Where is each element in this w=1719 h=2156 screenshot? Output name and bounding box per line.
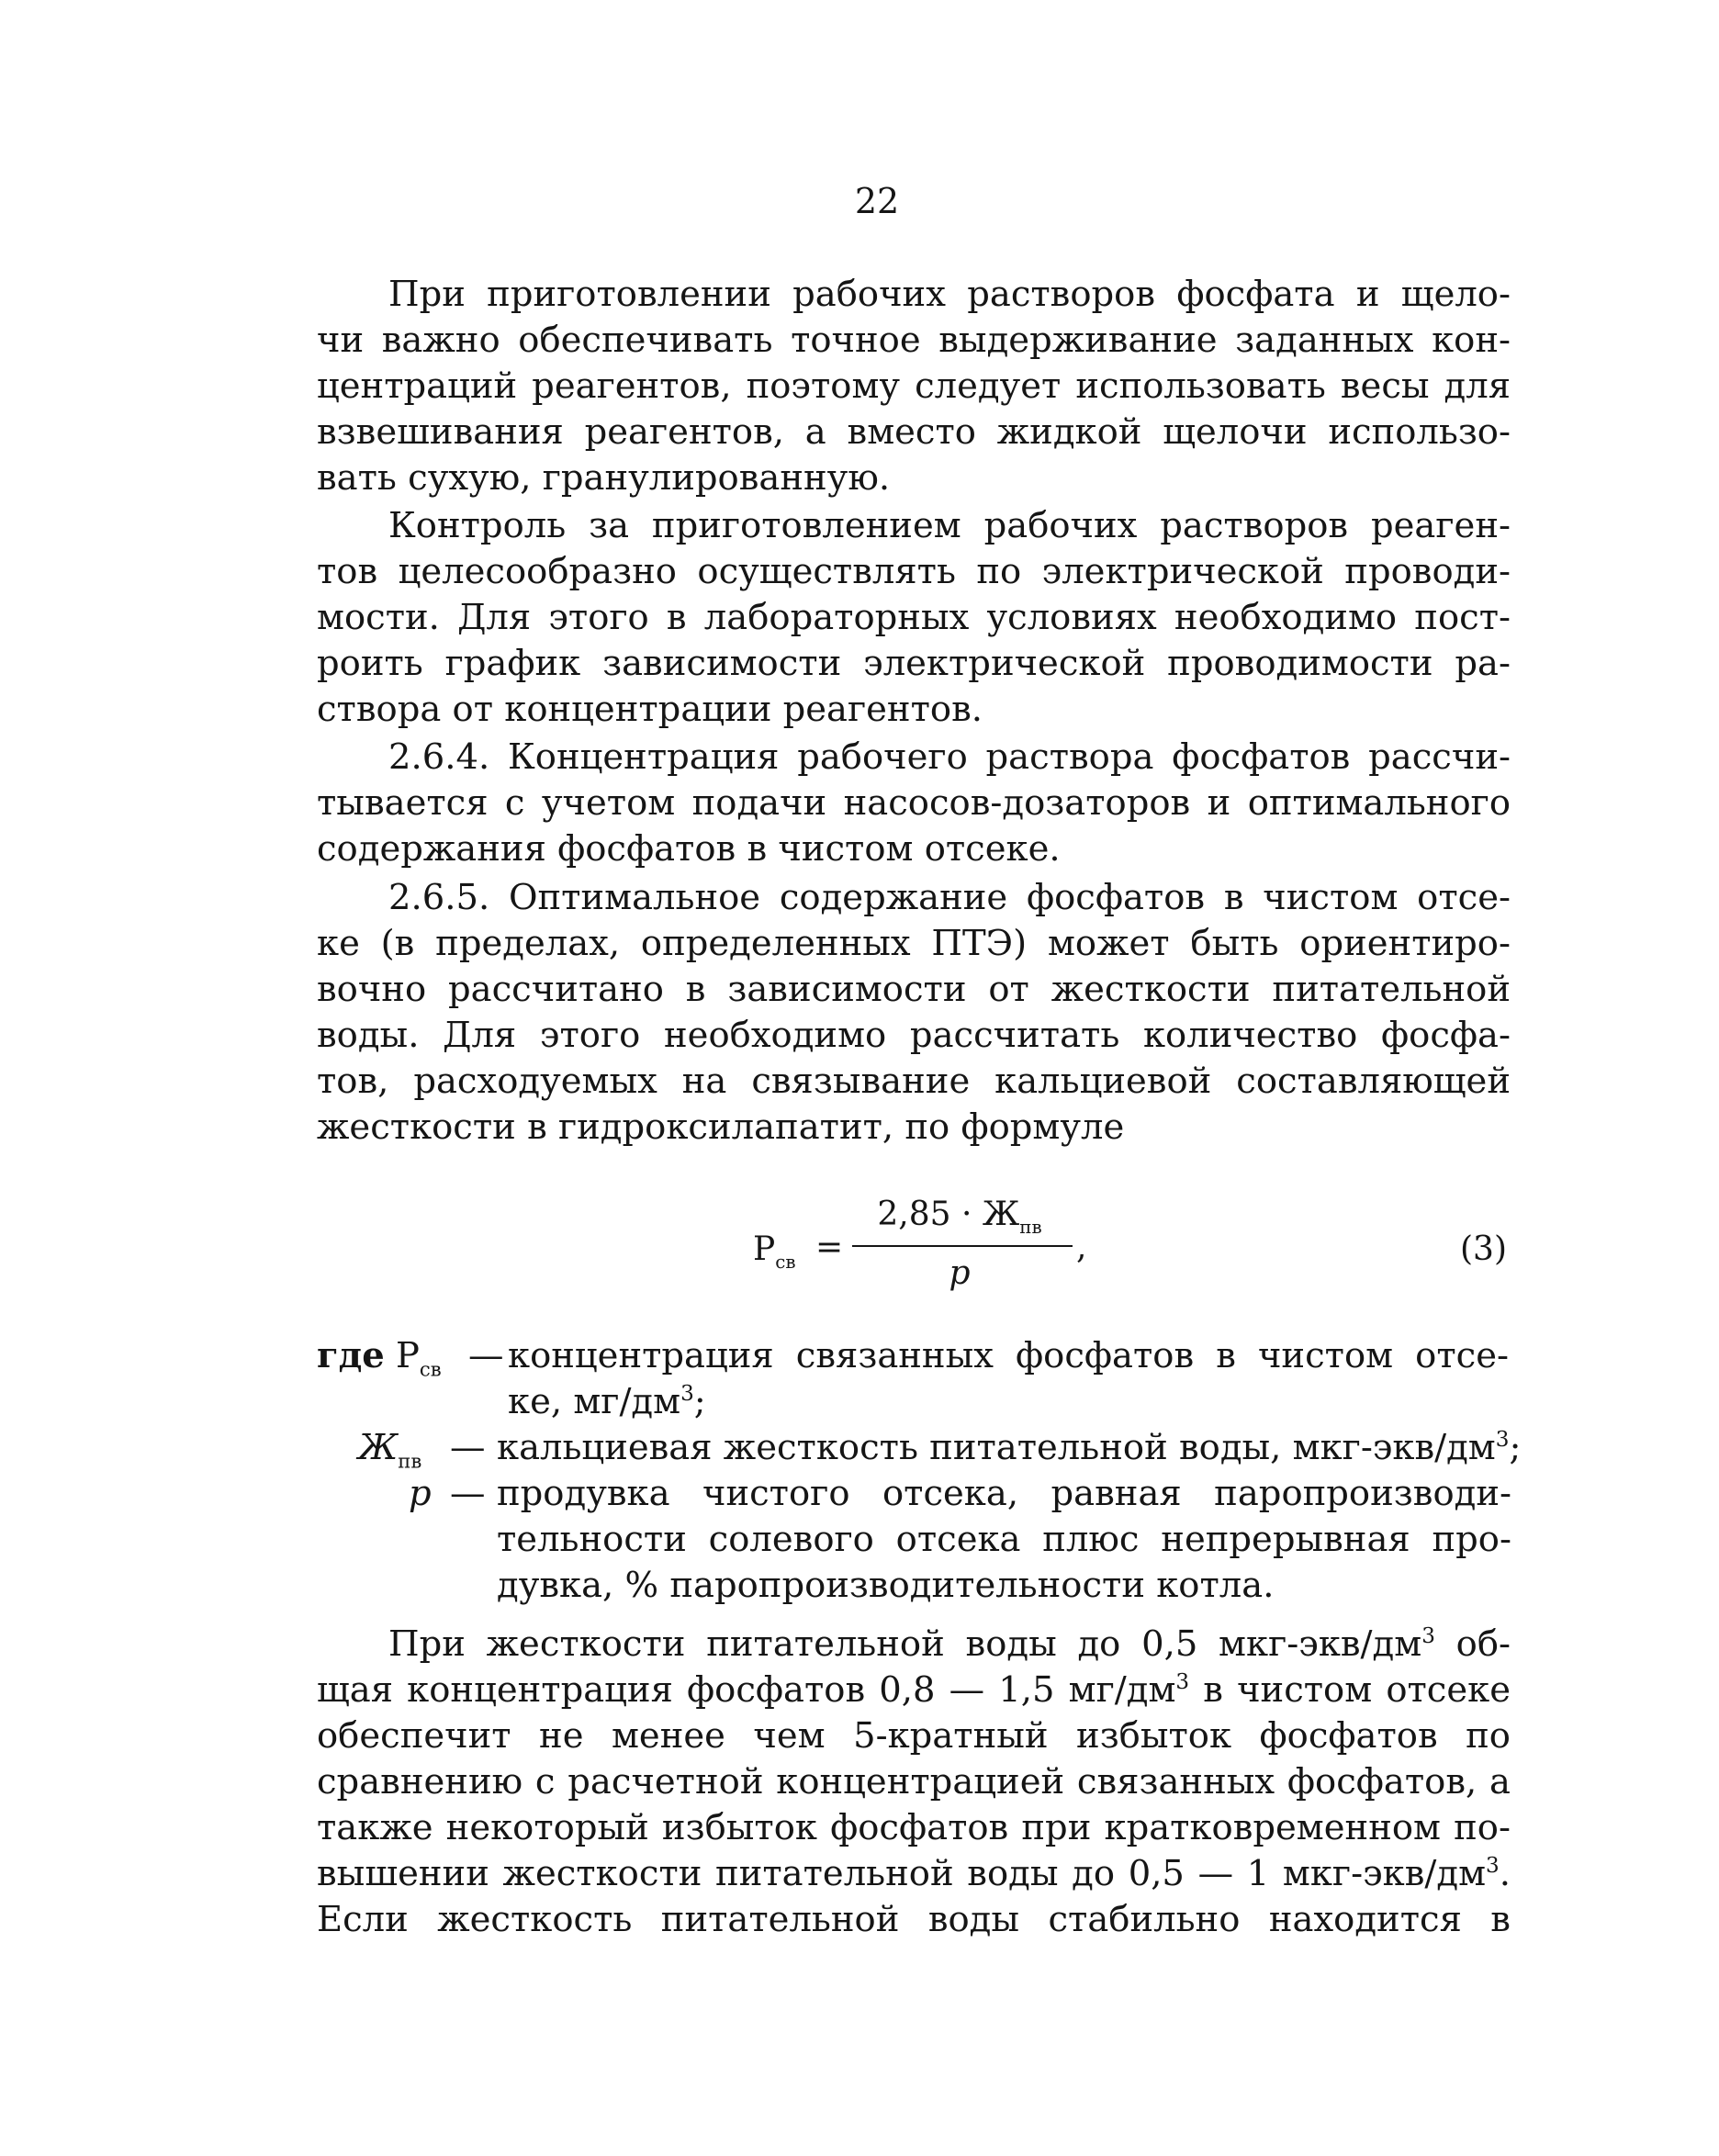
equation-number: (3): [1460, 1230, 1507, 1268]
where-desc: продувка чистого отсека, равная паропроизводи-: [497, 1473, 1511, 1514]
symbol-zh: Ж: [358, 1427, 399, 1468]
where-row-p-cont2: [317, 1563, 1511, 1609]
text-line: жесткости в гидроксилапатит, по формуле: [317, 1106, 1125, 1148]
text-line: чи важно обеспечивать точное выдерживание заданных кон-: [317, 320, 1511, 361]
where-desc: тельности солевого отсека плюс непрерывная про-: [497, 1519, 1511, 1560]
formula-lhs: [753, 1230, 796, 1273]
formula-numerator-sub: пв: [1019, 1216, 1042, 1238]
text-line: воды. Для этого необходимо рассчитать количество фосфа-: [317, 1015, 1511, 1056]
text-span: При жесткости питательной воды до 0,5 мкг-экв/дм: [388, 1623, 1422, 1665]
text-sup: 3: [1486, 1854, 1500, 1879]
text-line: 2.6.5. Оптимальное содержание фосфатов в чистом отсе-: [388, 877, 1511, 918]
desc-tail: ;: [1509, 1427, 1522, 1468]
paragraph-5: [317, 1622, 1511, 1943]
where-row-psv: [317, 1333, 1511, 1379]
text-span: вышении жесткости питательной воды до 0,5 — 1 мкг-экв/дм: [317, 1853, 1487, 1894]
formula-lhs-sub: св: [775, 1251, 796, 1273]
where-symbol-p: p: [409, 1473, 432, 1514]
where-desc: [497, 1425, 1522, 1471]
text-sup: 3: [1421, 1624, 1435, 1649]
text-line: тов целесообразно осуществлять по электрической проводи-: [317, 551, 1511, 592]
where-symbol-zh: [358, 1425, 421, 1471]
where-symbol-psv: [317, 1333, 442, 1379]
formula-numerator: [845, 1196, 1074, 1238]
text-line: обеспечит не менее чем 5-кратный избыток фосфатов по: [317, 1715, 1511, 1757]
where-word: где: [317, 1335, 385, 1376]
text-span: .: [1499, 1853, 1511, 1894]
text-line: взвешивания реагентов, а вместо жидкой щелочи использо-: [317, 411, 1511, 453]
where-desc: [508, 1379, 1509, 1425]
symbol-sub: св: [419, 1357, 442, 1381]
formula-numerator-coef: 2,85 · Ж: [877, 1196, 1020, 1233]
where-row-psv-cont: [317, 1379, 1511, 1425]
text-line: Контроль за приготовлением рабочих растворов реаген-: [388, 505, 1511, 546]
formula-equals: =: [815, 1229, 844, 1266]
where-dash: —: [450, 1427, 486, 1468]
desc-sup: 3: [680, 1382, 694, 1407]
where-desc: концентрация связанных фосфатов в чистом отсе-: [508, 1335, 1509, 1376]
fraction-bar: [852, 1245, 1073, 1247]
text-line: [317, 1851, 1511, 1897]
text-line: центраций реагентов, поэтому следует использовать весы для: [317, 365, 1511, 407]
text-line: сравнению с расчетной концентрацией связанных фосфатов, а: [317, 1761, 1511, 1802]
text-line: Если жесткость питательной воды стабильно находится в: [317, 1899, 1511, 1940]
text-line: содержания фосфатов в чистом отсеке.: [317, 828, 1061, 870]
where-row-zh: [317, 1425, 1522, 1473]
desc-text: кальциевая жесткость питательной воды, мкг-экв/дм: [497, 1427, 1496, 1468]
where-row-p: [317, 1471, 1511, 1517]
text-line: также некоторый избыток фосфатов при кратковременном по-: [317, 1807, 1511, 1848]
text-span: щая концентрация фосфатов 0,8 — 1,5 мг/дм: [317, 1669, 1176, 1711]
where-desc: дувка, % паропроизводительности котла.: [497, 1565, 1275, 1606]
text-line: вать сухую, гранулированную.: [317, 457, 891, 499]
desc-tail: ;: [693, 1381, 706, 1422]
where-row-p-cont: [317, 1517, 1511, 1563]
text-line: [317, 1622, 1511, 1668]
where-legend: [317, 1333, 1522, 1609]
where-dash: —: [450, 1473, 486, 1514]
paragraph-4: [317, 875, 1511, 1151]
text-line: створа от концентрации реагентов.: [317, 689, 983, 730]
paragraph-2: [317, 503, 1511, 733]
desc-sup: 3: [1495, 1428, 1510, 1453]
symbol-p: Р: [396, 1335, 420, 1376]
text-line: роить график зависимости электрической проводимости ра-: [317, 643, 1511, 684]
formula-3: [753, 1196, 1120, 1306]
text-line: [317, 1668, 1511, 1713]
text-line: тов, расходуемых на связывание кальциевой составляющей: [317, 1061, 1511, 1102]
text-line: ке (в пределах, определенных ПТЭ) может быть ориентиро-: [317, 923, 1511, 964]
text-span: в чистом отсеке: [1189, 1669, 1511, 1711]
formula-comma: ,: [1076, 1229, 1087, 1266]
desc-text: ке, мг/дм: [508, 1381, 681, 1422]
text-span: об-: [1434, 1623, 1511, 1665]
text-line: вочно рассчитано в зависимости от жесткости питательной: [317, 969, 1511, 1010]
text-line: тывается с учетом подачи насосов-дозаторов и оптимального: [317, 782, 1511, 824]
paragraph-3: [317, 735, 1511, 872]
text-line: мости. Для этого в лабораторных условиях необходимо пост-: [317, 597, 1511, 638]
paragraph-1: [317, 272, 1511, 501]
page-number: 22: [854, 181, 900, 221]
where-dash: —: [468, 1335, 504, 1376]
symbol-sub: пв: [398, 1449, 422, 1473]
text-sup: 3: [1175, 1670, 1190, 1695]
formula-lhs-symbol: Р: [753, 1230, 776, 1268]
text-line: При приготовлении рабочих растворов фосфата и щело-: [388, 274, 1511, 315]
formula-denominator: p: [949, 1254, 971, 1292]
text-line: 2.6.4. Концентрация рабочего раствора фосфатов рассчи-: [388, 736, 1511, 778]
